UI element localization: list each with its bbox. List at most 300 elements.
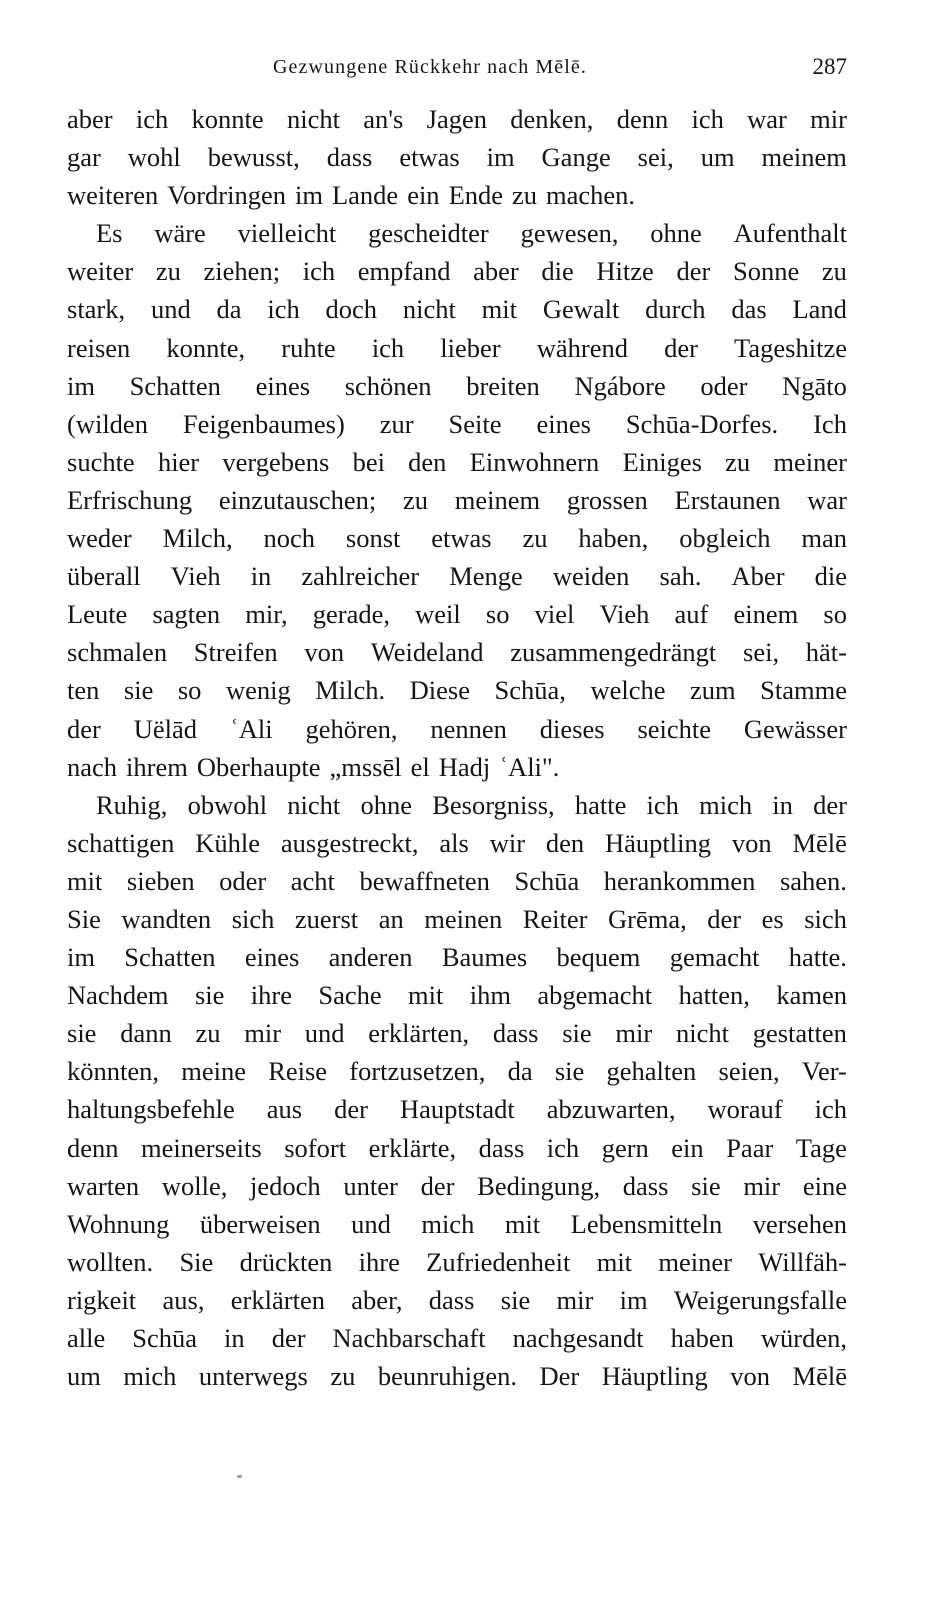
word: mit	[408, 980, 444, 1011]
word: Willfäh-	[758, 1246, 847, 1277]
word: bequem	[556, 942, 641, 973]
word: konnte	[191, 104, 264, 134]
text-line	[67, 443, 847, 481]
word: welche	[590, 675, 666, 706]
word: während	[536, 332, 628, 363]
word: so	[177, 675, 202, 706]
text-line	[67, 176, 847, 214]
word: dass	[326, 142, 373, 173]
word: warten	[67, 1170, 140, 1201]
word: zahlreicher	[301, 561, 420, 592]
word: mir	[615, 1018, 653, 1049]
word: denken,	[510, 104, 594, 134]
word: Uëlād	[133, 713, 198, 744]
word: Aber	[731, 561, 785, 592]
word: ruhte	[281, 332, 336, 363]
word: sahen.	[779, 865, 847, 896]
word: grossen	[566, 484, 648, 515]
word: noch	[263, 523, 315, 554]
word: Sie	[179, 1246, 214, 1277]
word: Mēlē	[792, 827, 847, 858]
text-line	[67, 862, 847, 900]
word: dieses	[539, 713, 605, 744]
word: aus	[266, 1094, 303, 1125]
word: den	[408, 446, 447, 477]
text-line	[67, 786, 847, 824]
word: Erfrischung	[67, 484, 193, 515]
word: haltungsbefehle	[67, 1094, 235, 1125]
word: der	[334, 1094, 368, 1125]
word: Feigenbaumes)	[182, 408, 345, 439]
word: es	[761, 903, 784, 934]
word: weiter	[67, 256, 134, 287]
word: im	[67, 370, 95, 401]
word: gestatten	[752, 1018, 847, 1049]
word: mich	[699, 789, 753, 820]
word: denn	[67, 1132, 119, 1163]
word: oder	[219, 865, 267, 896]
word: da	[216, 294, 242, 325]
word: Lebensmitteln	[570, 1208, 723, 1239]
text-line	[67, 1129, 847, 1167]
text-line	[67, 481, 847, 519]
word: ich	[371, 332, 405, 363]
word: wohl	[127, 142, 181, 173]
word: suchte	[67, 446, 135, 477]
word: zur	[379, 408, 414, 439]
word: ohne	[360, 789, 412, 820]
word: von	[731, 827, 772, 858]
word: sei,	[743, 637, 780, 668]
word: Land	[792, 294, 847, 325]
word: Hauptstadt	[399, 1094, 515, 1125]
word: war	[747, 104, 787, 134]
word: lieber	[440, 332, 501, 363]
word: aber	[473, 256, 519, 287]
word: Weideland	[370, 637, 484, 668]
word: Schūa-Dorfes.	[625, 408, 779, 439]
word: Erstaunen	[674, 484, 781, 515]
word: ʿAli	[229, 713, 273, 744]
body-text	[67, 100, 847, 1395]
word: schmalen	[67, 637, 168, 668]
word: eine	[802, 1170, 847, 1201]
word: mit	[67, 865, 103, 896]
word: Es	[96, 218, 123, 249]
word: ten	[67, 675, 100, 706]
word: Der	[539, 1361, 580, 1392]
text-line	[67, 100, 847, 138]
word: an	[378, 903, 404, 934]
word: sieben	[126, 865, 195, 896]
word: Lande	[331, 180, 399, 211]
word: stark,	[67, 294, 126, 325]
word: der	[664, 332, 698, 363]
word: überweisen	[199, 1208, 321, 1239]
word: ʿAli".	[499, 751, 560, 782]
word: an's	[363, 104, 404, 134]
word: etwas	[399, 142, 460, 173]
word: Hitze	[596, 256, 654, 287]
word: Reise	[268, 1056, 328, 1087]
word: man	[801, 523, 847, 554]
word: sie	[562, 1018, 592, 1049]
word: wolle,	[161, 1170, 228, 1201]
word: Ende	[448, 180, 504, 211]
word: gar	[67, 142, 101, 173]
text-line	[67, 824, 847, 862]
word: im	[67, 942, 95, 973]
word: meiner	[658, 1246, 732, 1277]
word: machen.	[546, 180, 636, 211]
word: einem	[733, 599, 799, 630]
word: Vieh	[599, 599, 650, 630]
word: der	[67, 713, 101, 744]
word: sagten	[152, 599, 221, 630]
word: Gange	[541, 142, 611, 173]
word: im	[619, 1284, 648, 1315]
word: mir	[810, 104, 847, 134]
word: mich	[421, 1208, 475, 1239]
word: eines	[244, 942, 300, 973]
word: Grēma,	[608, 903, 687, 934]
word: schönen	[344, 370, 432, 401]
word: zu	[155, 256, 181, 287]
word: gehören,	[305, 713, 398, 744]
text-line	[67, 1319, 847, 1357]
word: der	[420, 1170, 455, 1201]
word: in	[772, 789, 793, 820]
word: Menge	[449, 561, 523, 592]
word: bewaffneten	[359, 865, 490, 896]
word: kamen	[776, 980, 847, 1011]
word: oder	[700, 370, 748, 401]
word: Mēlē	[792, 1361, 847, 1392]
word: zu	[195, 1018, 221, 1049]
word: drückten	[239, 1246, 333, 1277]
word: empfand	[357, 256, 451, 287]
running-title: Gezwungene Rückkehr nach Mēlē.	[273, 56, 587, 78]
word: Schūa	[514, 865, 580, 896]
word: Häuptling	[605, 827, 711, 858]
word: Diese	[409, 675, 471, 706]
word: mir	[556, 1284, 594, 1315]
word: dass	[492, 1018, 539, 1049]
word: aber,	[351, 1284, 403, 1315]
word: in	[250, 561, 272, 592]
word: „mssēl	[329, 751, 402, 782]
word: wenig	[225, 675, 291, 706]
word: die	[814, 561, 847, 592]
word: ihrem	[126, 751, 188, 782]
word: ein	[407, 180, 440, 211]
word: sich	[804, 903, 847, 934]
word: gern	[601, 1132, 649, 1163]
word: vielleicht	[237, 218, 337, 249]
word: nach	[67, 751, 118, 782]
word: ich	[135, 104, 169, 134]
word: ein	[671, 1132, 704, 1163]
word: der	[813, 789, 847, 820]
text-line	[67, 214, 847, 252]
word: in	[224, 1323, 245, 1353]
text-line	[67, 1205, 847, 1243]
word: sie	[67, 1018, 97, 1049]
word: aus,	[162, 1284, 205, 1315]
word: anderen	[328, 942, 413, 973]
word: unter	[343, 1170, 398, 1201]
word: (wilden	[67, 408, 148, 439]
word: erklärten	[230, 1284, 325, 1315]
word: jedoch	[250, 1170, 321, 1201]
page-header	[67, 50, 847, 90]
word: ausgestreckt,	[280, 827, 419, 858]
word: Tageshitze	[734, 332, 847, 363]
word: zuerst	[294, 903, 359, 934]
word: haben,	[578, 523, 649, 554]
word: ziehen;	[203, 256, 281, 287]
word: weil	[415, 599, 461, 630]
word: sie	[500, 1284, 531, 1315]
word: Baumes	[441, 942, 528, 973]
word: Paar	[726, 1132, 774, 1163]
word: und	[150, 294, 191, 325]
word: erklärten,	[368, 1018, 470, 1049]
word: beunruhigen.	[377, 1361, 517, 1392]
word: Schūa	[132, 1323, 198, 1353]
word: meinen	[424, 903, 503, 934]
word: Nachbarschaft	[332, 1323, 486, 1353]
word: meinem	[454, 484, 541, 515]
word: gewesen,	[520, 218, 619, 249]
word: Wohnung	[67, 1208, 170, 1239]
word: gemacht	[669, 942, 760, 973]
text-line	[67, 138, 847, 176]
word: nachgesandt	[512, 1323, 644, 1353]
word: Schatten	[129, 370, 221, 401]
word: Einwohnern	[469, 446, 600, 477]
text-line	[67, 633, 847, 671]
word: Weigerungsfalle	[673, 1284, 847, 1315]
word: mir,	[245, 599, 288, 630]
word: zu	[821, 256, 847, 287]
word: konnte,	[166, 332, 246, 363]
word: von	[304, 637, 345, 668]
word: würden,	[760, 1323, 847, 1353]
word: Häuptling	[601, 1361, 708, 1392]
word: ich	[546, 1132, 580, 1163]
text-line	[67, 1243, 847, 1281]
word: sofort	[284, 1132, 347, 1163]
word: so	[485, 599, 510, 630]
word: Ver-	[801, 1056, 847, 1087]
word: Sonne	[732, 256, 800, 287]
text-line	[67, 252, 847, 290]
word: hät-	[805, 637, 847, 668]
word: überall	[67, 561, 141, 592]
word: die	[541, 256, 574, 287]
word: bei	[352, 446, 385, 477]
word: el	[410, 751, 430, 782]
word: seien,	[718, 1056, 780, 1087]
word: hatten,	[678, 980, 750, 1011]
word: worauf	[707, 1094, 783, 1125]
word: ihm	[469, 980, 511, 1011]
word: ich	[267, 294, 300, 325]
word: abgemacht	[537, 980, 653, 1011]
word: herankommen	[603, 865, 756, 896]
word: könnten,	[67, 1056, 159, 1087]
word: doch	[325, 294, 378, 325]
text-line	[67, 1052, 847, 1090]
word: hatte	[574, 789, 627, 820]
word: dass	[478, 1132, 525, 1163]
word: dass	[428, 1284, 475, 1315]
word: etwas	[431, 523, 492, 554]
word: der	[676, 256, 711, 287]
word: zum	[690, 675, 736, 706]
word: Aufenthalt	[733, 218, 847, 249]
word: mit	[504, 1208, 541, 1239]
word: als	[439, 827, 469, 858]
word: meinerseits	[141, 1132, 262, 1163]
word: einzutauschen;	[218, 484, 377, 515]
word: hatte.	[788, 942, 847, 973]
word: sah.	[659, 561, 702, 592]
word: gerade,	[312, 599, 391, 630]
word: sonst	[345, 523, 401, 554]
word: obgleich	[679, 523, 771, 554]
text-line	[67, 329, 847, 367]
word: durch	[645, 294, 706, 325]
word: Bedingung,	[477, 1170, 601, 1201]
word: Vordringen	[167, 180, 286, 211]
word: Milch.	[315, 675, 386, 706]
word: und	[351, 1208, 391, 1239]
word: denn	[616, 104, 669, 134]
word: auf	[674, 599, 709, 630]
text-line	[67, 1281, 847, 1319]
paper-speck	[237, 1475, 242, 1478]
word: Ich	[813, 408, 847, 439]
word: ich	[646, 789, 679, 820]
word: Kühle	[195, 827, 261, 858]
word: alle	[67, 1323, 106, 1353]
word: ich	[691, 104, 724, 134]
word: um	[700, 142, 735, 173]
word: Ngāto	[782, 370, 847, 401]
word: Oberhaupte	[196, 751, 321, 782]
word: Gewässer	[743, 713, 847, 744]
word: sich	[231, 903, 275, 934]
word: unterwegs	[198, 1361, 308, 1392]
text-line	[67, 1357, 847, 1395]
word: rigkeit	[67, 1284, 137, 1315]
word: erklärte,	[368, 1132, 457, 1163]
text-line	[67, 557, 847, 595]
word: so	[823, 599, 847, 630]
word: gescheidter	[368, 218, 489, 249]
word: Reiter	[522, 903, 588, 934]
word: Nachdem	[67, 980, 169, 1011]
word: Zufriedenheit	[426, 1246, 571, 1277]
text-line	[67, 900, 847, 938]
text-line	[67, 595, 847, 633]
word: wollten.	[67, 1246, 154, 1277]
page-number: 287	[812, 54, 847, 79]
word: der	[271, 1323, 306, 1353]
text-line	[67, 1167, 847, 1205]
word: zu	[512, 180, 538, 211]
word: eines	[536, 408, 591, 439]
word: meiner	[773, 446, 847, 477]
text-line	[67, 1090, 847, 1128]
word: Tage	[795, 1132, 847, 1163]
text-line	[67, 710, 847, 748]
word: ihre	[358, 1246, 400, 1277]
word: mir	[743, 1170, 781, 1201]
word: Besorgniss,	[432, 789, 555, 820]
word: Hadj	[438, 751, 491, 782]
text-line	[67, 1014, 847, 1052]
word: nicht	[287, 789, 341, 820]
word: zu	[522, 523, 548, 554]
word: da	[507, 1056, 533, 1087]
word: im	[294, 180, 323, 211]
word: Vieh	[170, 561, 221, 592]
text-line	[67, 748, 847, 786]
word: von	[730, 1361, 770, 1392]
word: nicht	[286, 104, 340, 134]
word: zu	[330, 1361, 356, 1392]
word: weiden	[552, 561, 630, 592]
word: Stamme	[760, 675, 847, 706]
word: aber	[67, 104, 113, 134]
word: sie	[691, 1170, 721, 1201]
word: mit	[481, 294, 518, 325]
word: Schatten	[124, 942, 216, 973]
word: haben	[670, 1323, 734, 1353]
word: Jagen	[426, 104, 487, 134]
word: wir	[489, 827, 526, 858]
word: war	[807, 484, 847, 515]
word: ohne	[650, 218, 702, 249]
word: vergebens	[222, 446, 330, 477]
word: ich	[814, 1094, 847, 1125]
word: ich	[302, 256, 336, 287]
word: bewusst,	[207, 142, 300, 173]
word: Ngábore	[574, 370, 666, 401]
word: nicht	[675, 1018, 729, 1049]
word: abzuwarten,	[546, 1094, 676, 1125]
word: schattigen	[67, 827, 175, 858]
word: sie	[194, 980, 225, 1011]
word: Sache	[318, 980, 382, 1011]
word: Sie	[67, 903, 101, 934]
word: Streifen	[193, 637, 278, 668]
word: Ruhig,	[96, 789, 168, 820]
text-line	[67, 367, 847, 405]
word: Schūa,	[494, 675, 566, 706]
text-line	[67, 519, 847, 557]
word: nennen	[430, 713, 507, 744]
text-line	[67, 976, 847, 1014]
word: sei,	[637, 142, 674, 173]
word: sie	[554, 1056, 585, 1087]
word: hier	[157, 446, 200, 477]
text-line	[67, 290, 847, 328]
word: viel	[534, 599, 575, 630]
